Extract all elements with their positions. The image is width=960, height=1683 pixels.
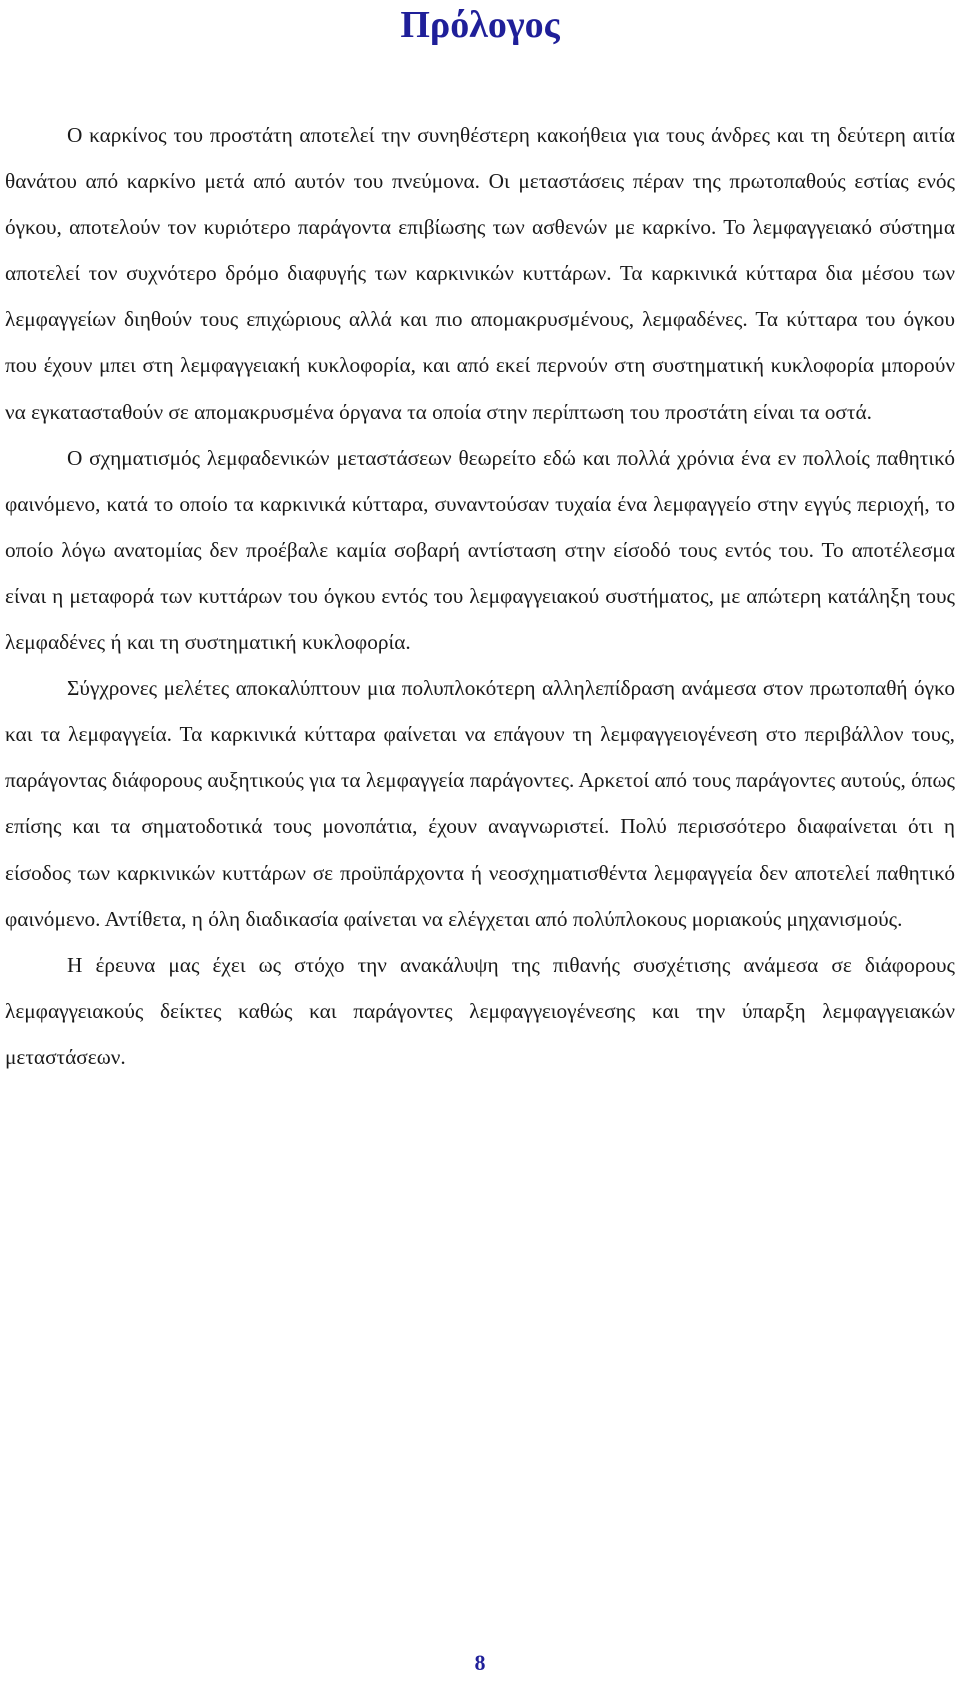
paragraph-3: Σύγχρονες μελέτες αποκαλύπτουν μια πολυπλοκότερη αλληλεπίδραση ανάμεσα στον πρωτοπαθή όγκο και τα λεμφαγγεία. Τα καρκινικά κύτταρα φαίνεται να επάγουν τη λεμφαγγειογένεση στο περιβάλλον τους, παράγοντας διάφορους αυξητικούς για τα λεμφαγγεία παράγοντες. Αρκετοί από τους παράγοντες αυτούς, όπως επίσης και τα σηματοδοτικά τους μονοπάτια, έχουν αναγνωριστεί. Πολύ περισσότερο διαφαίνεται ότι η είσοδος των καρκινικών κυττάρων σε προϋπάρχοντα ή νεοσχηματισθέντα λεμφαγγεία δεν αποτελεί παθητικό φαινόμενο. Αντίθετα, η όλη διαδικασία φαίνεται να ελέγχεται από πολύπλοκους μοριακούς μηχανισμούς. (5, 676, 955, 931)
paragraph-1: Ο καρκίνος του προστάτη αποτελεί την συνηθέστερη κακοήθεια για τους άνδρες και τη δεύτερη αιτία θανάτου από καρκίνο μετά από αυτόν του πνεύμονα. Οι μεταστάσεις πέραν της πρωτοπαθούς εστίας ενός όγκου, αποτελούν τον κυριότερο παράγοντα επιβίωσης των ασθενών με καρκίνο. Το λεμφαγγειακό σύστημα αποτελεί τον συχνότερο δρόμο διαφυγής των καρκινικών κυττάρων. Τα καρκινικά κύτταρα δια μέσου των λεμφαγγείων διηθούν τους επιχώριους αλλά και πιο απομακρυσμένους, λεμφαδένες. Τα κύτταρα του όγκου που έχουν μπει στη λεμφαγγειακή κυκλοφορία, και από εκεί περνούν στη συστηματική κυκλοφορία μπορούν να εγκατασταθούν σε απομακρυσμένα όργανα τα οποία στην περίπτωση του προστάτη είναι τα οστά. (5, 123, 955, 424)
paragraph-2: Ο σχηματισμός λεμφαδενικών μεταστάσεων θεωρείτο εδώ και πολλά χρόνια ένα εν πολλοίς παθητικό φαινόμενο, κατά το οποίο τα καρκινικά κύτταρα, συναντούσαν τυχαία ένα λεμφαγγείο στην εγγύς περιοχή, το οποίο λόγω ανατομίας δεν προέβαλε καμία σοβαρή αντίσταση στην είσοδό τους εντός του. Το αποτέλεσμα είναι η μεταφορά των κυττάρων του όγκου εντός του λεμφαγγειακού συστήματος, με απώτερη κατάληξη τους λεμφαδένες ή και τη συστηματική κυκλοφορία. (5, 445, 955, 655)
document-body (5, 112, 955, 1080)
page-number: 8 (474, 1650, 486, 1675)
paragraph-4: Η έρευνα μας έχει ως στόχο την ανακάλυψη της πιθανής συσχέτισης ανάμεσα σε διάφορους λεμφαγγειακούς δείκτες καθώς και παράγοντες λεμφαγγειογένεσης και την ύπαρξη λεμφαγγειακών μεταστάσεων. (5, 952, 955, 1069)
page-title: Πρόλογος (400, 4, 560, 46)
